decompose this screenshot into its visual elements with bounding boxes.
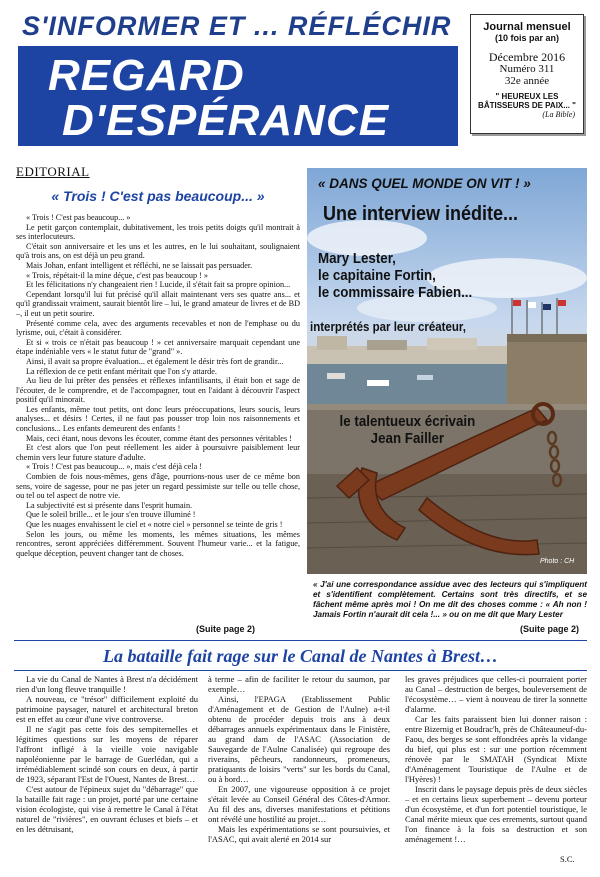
article-paragraph: les graves préjudices que celles-ci pourraient porter au Canal – destruction de berges, bouleversement de l'écosystème… – vient à nouveau de tirer la sonnette d'alarme.	[405, 674, 587, 714]
masthead-title-line2: D'ESPÉRANCE	[62, 96, 390, 145]
interview-interpreted: interprétés par leur créateur,	[310, 320, 466, 334]
editorial-paragraph: C'était son anniversaire et les uns et les autres, en le lui souhaitant, soulignaient qu'à trois ans, on est déjà un peu grand.	[16, 241, 300, 261]
writer-name: Jean Failler	[370, 431, 445, 447]
editorial-paragraph: Que le soleil brille... et le jour s'en trouve illuminé !	[26, 510, 196, 520]
editorial-paragraph: Et si « trois ce n'était pas beaucoup ! » cet anniversaire marquait cependant une étape indéniable vers « le statut futur de "grand" ».	[16, 337, 300, 357]
editorial-paragraph: Ainsi, il avait sa propre évaluation... et également le désir très fort de grandir...	[26, 356, 284, 366]
editorial-paragraph: Et c'est alors que l'on peut réellement les aider à poursuivre paisiblement leur chemin vers leur future stature d'adulte.	[16, 443, 300, 462]
article-paragraph: A nouveau, ce "trésor" difficilement exploité du patrimoine paysager, naturel et architectural breton est en effet au cœur d'une vive controverse.	[16, 694, 198, 724]
harbor-anchor-illustration	[307, 168, 587, 574]
masthead-quote: " HEUREUX LES BÂTISSEURS DE PAIX... "	[478, 92, 576, 110]
issue-info-box	[470, 14, 584, 134]
journal-frequency: (10 fois par an)	[494, 33, 559, 43]
interview-caption: « J'ai une correspondance assidue avec des lecteurs qui s'impliquent et s'identifient complètement. Certains sont très directifs, et se fâchent même après moi ! On me dit des choses comme : « Ah non ! Jamais Fortin n'aurait dit cela !... » ou on me dit que Mary Lester	[313, 580, 587, 619]
article-paragraph: C'est autour de l'épineux sujet du "débarrage" que la bataille fait rage : un projet, porté par une certaine vision écologiste, qui vise à remettre le Canal à l'état naturel de "rivières", en ouvrant écluses et biefs – et en les détruisant,	[16, 784, 198, 834]
editorial-paragraph: Au lieu de lui prêter des pensées et réflexes infantilisants, il était bon et sage de l'écouter, de le comprendre, et de l'accompagner, tout en l'aidant à découvrir l'aspect positif qu'il minorait.	[16, 376, 300, 405]
writer-description: le talentueux écrivain	[339, 414, 476, 430]
canal-article-column-3	[405, 674, 587, 870]
editorial-paragraph: Le petit garçon contemplait, dubitativement, les trois petits doigts qu'il montrait à ses interlocuteurs.	[16, 222, 300, 242]
editorial-paragraph: Cependant lorsqu'il lui fut précisé qu'il allait maintenant vers ses quatre ans... et qu'il grandissait vraiment, saurait bientôt lire – lui, le grand amateur de livres et de BD –, il eut un petit sourire.	[16, 289, 300, 318]
canal-article-column-2	[208, 674, 390, 870]
issue-number: Numéro 311	[499, 63, 555, 75]
article-title-rule	[14, 670, 587, 671]
article-paragraph: Car les faits paraissent bien lui donner raison : entre Bizernig et Boudrac'h, près de Châteauneuf-du-Faou, des berges se sont effondrées après la vidange du bief, qui plus est : sur une portion récemment rénovée par le SMATAH (Syndicat Mixte d'Aménagement Touristique de l'Aulne et de l'Hyères) !	[405, 714, 587, 784]
editorial-paragraph: « Trois ! C'est pas beaucoup... »	[26, 213, 131, 222]
editorial-paragraph: Les enfants, même tout petits, ont donc leurs préoccupations, leurs soucis, leurs analyses... et désirs ! Certes, il ne faut pas pousser trop loin nos raisonnements et conclusions... Les enfants demeurent des enfants !	[16, 404, 300, 434]
editorial-paragraph: Et les félicitations n'y changeaient rien ! Lucide, il s'était fait sa propre opinion...	[26, 280, 291, 290]
editorial-body	[16, 213, 300, 611]
article-paragraph: à terme – afin de faciliter le retour du saumon, par exemple…	[208, 674, 390, 694]
interview-name: Mary Lester,	[318, 251, 396, 267]
editorial-paragraph: Mais, ceci étant, nous devons les écouter, comme étant des personnes véritables !	[26, 433, 292, 443]
editorial-paragraph: « Trois ! C'est pas beaucoup... », mais c'est déjà cela !	[26, 462, 202, 472]
article-paragraph: Mais les expérimentations se sont poursuivies, et l'ASAC, qui avait alerté en 2014 sur	[208, 824, 390, 844]
editorial-paragraph: Que les nuages envahissent le ciel et « notre ciel » personnel se teinte de gris !	[26, 520, 283, 529]
interview-subhead: Une interview inédite...	[323, 203, 519, 225]
editorial-paragraph: Mais Johan, enfant intelligent et réfléchi, ne se laissait pas persuader.	[26, 260, 253, 270]
editorial-paragraph: Combien de fois nous-mêmes, gens d'âge, pourrions-nous user de ce même bon sens, voire de sagesse, pour ne pas jeter un regard pessimiste sur telle ou telle chose, ou tel ou tel aspect de notre vie.	[16, 472, 300, 501]
editorial-paragraph: « Trois, répétait-il la mine déçue, c'est pas beaucoup ! »	[26, 270, 209, 280]
editorial-paragraph: Selon les jours, ou même les moments, les mêmes situations, les mêmes rencontres, seront appréciées différemment. Souvent l'humeur varie... et la fatigue, quelque déception, peuvent changer tant de choses.	[16, 529, 300, 558]
article-paragraph: Il ne s'agit pas cette fois des sempiternelles et légitimes questions sur les moyens de réparer l'affront infligé à la vieille voie navigable napoléonienne par le barrage de Guerlédan, qui a irrémédiablement scindé son cours en deux, à partir de 1923, séparant l'Est de l'Ouest, Nantes de Brest…	[16, 724, 198, 784]
article-paragraph: En 2007, une vigoureuse opposition à ce projet s'était levée au Conseil Général des Côtes-d'Armor. Au fil des ans, diverses manifestations et pétitions ont révélé une hostilité au projet…	[208, 784, 390, 824]
masthead-tagline: S'INFORMER ET ... RÉFLÉCHIR	[22, 11, 452, 41]
interview-continued-link[interactable]: (Suite page 2)	[520, 624, 580, 634]
interview-writer	[320, 414, 495, 448]
article-paragraph: Inscrit dans le paysage depuis près de deux siècles – et en certains lieux superbement – devenu porteur d'un écosystème, et d'un fort potentiel touristique, le Canal mérite mieux que ces errements, surtout quand l'on finance à la fois sa destruction et son aménagement !…	[405, 784, 587, 844]
issue-date: Décembre 2016	[488, 50, 566, 64]
editorial-paragraph: La subjectivité est si présente dans l'esprit humain.	[26, 500, 193, 510]
editorial-label: EDITORIAL	[16, 164, 90, 179]
interview-headline: « DANS QUEL MONDE ON VIT ! »	[318, 176, 531, 191]
article-top-rule	[14, 640, 587, 641]
canal-article-column-1	[16, 674, 198, 870]
editorial-title: « Trois ! C'est pas beaucoup... »	[51, 188, 265, 204]
article-signature: S.C.	[560, 854, 575, 864]
editorial-continued-link[interactable]: (Suite page 2)	[196, 624, 256, 634]
canal-article-title: La bataille fait rage sur le Canal de Nantes à Brest…	[102, 646, 498, 666]
masthead-quote-source: (La Bible)	[542, 110, 575, 119]
photo-credit: Photo : CH	[540, 558, 575, 565]
article-paragraph: La vie du Canal de Nantes à Brest n'a décidément rien d'un long fleuve tranquille !	[16, 674, 198, 694]
interview-name: le commissaire Fabien...	[318, 285, 473, 301]
issue-year: 32e année	[504, 75, 550, 87]
editorial-paragraph: Présenté comme cela, avec des arguments recevables et non de l'emphase ou du lyrisme, oui, c'était à considérer.	[16, 318, 300, 338]
masthead-title-line1: REGARD	[48, 51, 245, 100]
article-paragraph: Ainsi, l'EPAGA (Etablissement Public d'Aménagement et de Gestion de l'Aulne) a-t-il obtenu de procéder depuis trois ans à deux débarrages annuels expérimentaux dans le Finistère, au grand dam de l'ASAC (Association de Sauvegarde de l'Aulne Canalisée) qui regroupe des riverains, pêcheurs, randonneurs, promeneurs, pratiquants de loisirs "verts" sur les bords du Canal, ou à bord…	[208, 694, 390, 784]
editorial-paragraph: La réflexion de ce petit enfant méritait que l'on s'y attarde.	[26, 366, 217, 376]
interview-names	[318, 251, 502, 302]
interview-name: le capitaine Fortin,	[318, 268, 436, 284]
interview-photo	[307, 168, 587, 574]
journal-type: Journal mensuel	[483, 21, 571, 33]
